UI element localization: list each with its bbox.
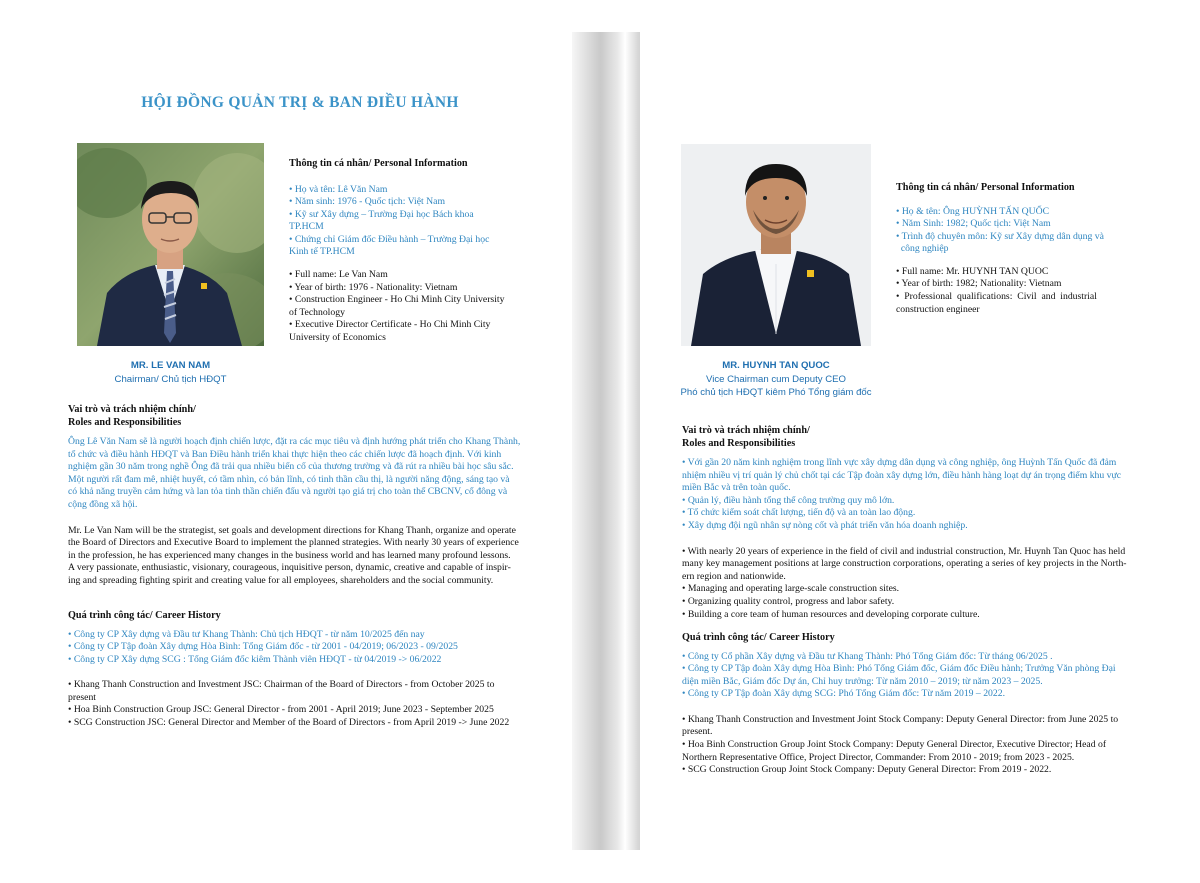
info-line: • Year of birth: 1982; Nationality: Vietnam — [896, 278, 1062, 290]
roles-line: • Với gần 20 năm kinh nghiệm trong lĩnh vực xây dựng dân dụng và công nghiệp, ông Huỳnh Tấn Quốc đã đảm — [682, 457, 1117, 468]
roles-line: in the profession, he has experienced many changes in the business world and has learned many profound lessons. — [68, 549, 511, 561]
roles-en — [68, 525, 578, 588]
career-line: • Công ty CP Xây dựng SCG : Tổng Giám đốc kiêm Thành viên HĐQT - từ 04/2019 -> 06/2022 — [68, 653, 442, 665]
roles-line: tổ chức và điều hành HĐQT và Ban Điều hành triển khai thực hiện theo các chiến lược đã hoạch định. Với kinh — [68, 448, 502, 460]
roles-line: Mr. Le Van Nam will be the strategist, set goals and development directions for Khang Thanh, organize and operate — [68, 524, 516, 536]
info-line: construction engineer — [896, 303, 980, 315]
roles-line: • Quản lý, điều hành tổng thể công trường quy mô lớn. — [682, 494, 895, 506]
career-vi — [68, 629, 578, 667]
roles-line: ing and spreading fighting spirit and creating value for all employees, shareholders and the social community. — [68, 574, 494, 586]
roles-title — [682, 425, 1194, 450]
career-line: • SCG Construction Group Joint Stock Company: Deputy General Director: From 2019 - 2022. — [682, 764, 1052, 776]
info-line: • Họ và tên: Lê Văn Nam — [289, 183, 388, 195]
roles-line: ern region and nationwide. — [682, 570, 786, 582]
roles-line: A very passionate, enthusiastic, visionary, courageous, inquisitive person, dynamic, creative and capable of inspir- — [68, 562, 511, 574]
career-line: • Công ty CP Xây dựng và Đầu tư Khang Thành: Chủ tịch HĐQT - từ năm 10/2025 đến nay — [68, 628, 425, 640]
career-line: • Khang Thanh Construction and Investment Joint Stock Company: Deputy General Director: from June 2025 to — [682, 713, 1119, 725]
portrait-le-van-nam — [77, 143, 264, 346]
career-en — [68, 679, 578, 729]
info-line: Kinh tế TP.HCM — [289, 246, 355, 258]
right-page — [640, 0, 1200, 883]
info-line: of Technology — [289, 306, 345, 318]
roles-line: Ông Lê Văn Nam sẽ là người hoạch định chiến lược, đặt ra các mục tiêu và định hướng phát triển cho Khang Thành, — [68, 436, 521, 447]
personal-info-title: Thông tin cá nhân/ Personal Information — [289, 158, 468, 169]
person-name: MR. LE VAN NAM — [130, 360, 211, 371]
roles-line: có khả năng truyền cảm hứng và lan tỏa tinh thần chiến đấu và người tạo giá trị cho toàn thể CBCNV, cổ đông và — [68, 486, 508, 498]
roles-line: nghiệm gần 30 năm trong nghề Ông đã trải qua nhiều biến cố của thương trường và đã rút ra nhiều bài học sâu sắc. — [68, 461, 514, 473]
roles-title-en: Roles and Responsibilities — [68, 416, 182, 428]
info-line: • Construction Engineer - Ho Chi Minh City University — [289, 294, 505, 306]
roles-block — [68, 404, 578, 588]
personal-info-vi — [896, 206, 1178, 256]
person-title-vi: Phó chủ tịch HĐQT kiêm Phó Tổng giám đốc — [680, 387, 872, 398]
roles-title — [68, 404, 578, 429]
roles-line: • With nearly 20 years of experience in the field of civil and industrial construction, Mr. Huynh Tan Quoc has held — [682, 545, 1126, 557]
career-line: • Công ty CP Tập đoàn Xây dựng Hòa Bình: Tổng Giám đốc - từ 2001 - 04/2019; 06/2023 - 09/2025 — [68, 641, 458, 653]
roles-block — [682, 425, 1194, 621]
info-line: • Năm sinh: 1976 - Quốc tịch: Việt Nam — [289, 196, 445, 208]
info-line: • Chứng chỉ Giám đốc Điều hành – Trường Đại học — [289, 233, 490, 245]
info-line: • Năm Sinh: 1982; Quốc tịch: Việt Nam — [896, 218, 1051, 230]
career-block — [68, 610, 578, 730]
roles-line: many key management positions at large construction corporations, operating a series of key projects in the North- — [682, 558, 1127, 570]
info-line: • Full name: Mr. HUYNH TAN QUOC — [896, 265, 1049, 277]
info-line: • Year of birth: 1976 - Nationality: Vietnam — [289, 281, 458, 293]
career-en — [682, 714, 1194, 777]
caption-huynh-tan-quoc — [676, 359, 876, 400]
info-line: University of Economics — [289, 332, 386, 344]
info-line: công nghiệp — [896, 243, 949, 255]
career-line: • Công ty CP Tập đoàn Xây dựng SCG: Phó Tổng Giám đốc: Từ năm 2019 – 2022. — [682, 688, 1005, 700]
left-page — [0, 0, 590, 883]
roles-title-vi: Vai trò và trách nhiệm chính/ — [682, 425, 810, 436]
roles-line: • Building a core team of human resources and developing corporate culture. — [682, 608, 980, 620]
career-line: Northern Representative Office, Project Director, Commander: From 2010 - 2019; from 2023 - 2025. — [682, 751, 1075, 763]
personal-info-vi — [289, 184, 564, 260]
career-title: Quá trình công tác/ Career History — [682, 632, 835, 643]
info-line: • Professional qualifications: Civil and industrial — [896, 291, 1097, 303]
info-line: • Trình độ chuyên môn: Kỹ sư Xây dựng dân dụng và — [896, 230, 1104, 242]
career-line: • Công ty Cổ phần Xây dựng và Đầu tư Khang Thành: Phó Tổng Giám đốc: Từ tháng 06/2025 . — [682, 650, 1053, 662]
personal-info-en — [289, 269, 564, 345]
roles-line: cộng đồng xã hội. — [68, 498, 138, 510]
personal-info-title: Thông tin cá nhân/ Personal Information — [896, 182, 1075, 193]
career-line: present. — [682, 726, 713, 738]
career-block — [682, 632, 1194, 777]
roles-line: • Managing and operating large-scale construction sites. — [682, 583, 900, 595]
roles-line: • Organizing quality control, progress and labor safety. — [682, 595, 895, 607]
info-line: • Full name: Le Van Nam — [289, 269, 388, 281]
career-line: • Công ty CP Tập đoàn Xây dựng Hòa Bình: Phó Tổng Giám đốc, Giám đốc Điều hành; Trưởng Văn phòng Đại — [682, 663, 1116, 675]
personal-info-block — [289, 158, 564, 345]
roles-line: miền Bắc và trên toàn quốc. — [682, 482, 791, 494]
career-line: • Khang Thanh Construction and Investment JSC: Chairman of the Board of Directors - from October 2025 to — [68, 679, 495, 691]
roles-vi — [682, 457, 1194, 533]
roles-en — [682, 546, 1194, 622]
roles-line: the Board of Directors and Executive Board to implement the planned strategies. With nearly 30 years of experience — [68, 537, 519, 549]
info-line: • Họ & tên: Ông HUỲNH TẤN QUỐC — [896, 205, 1050, 217]
career-line: diện miền Bắc, Giám đốc Dự án, Chỉ huy trưởng: Từ năm 2010 – 2019; từ năm 2023 – 2025. — [682, 675, 1043, 687]
career-line: • SCG Construction JSC: General Director and Member of the Board of Directors - from April 2019 -> June 2022 — [68, 717, 510, 729]
roles-line: • Tổ chức kiểm soát chất lượng, tiến độ và an toàn lao động. — [682, 507, 916, 519]
person-title: Chairman/ Chủ tịch HĐQT — [114, 373, 227, 385]
info-line: • Executive Director Certificate - Ho Chi Minh City — [289, 319, 491, 331]
personal-info-block — [896, 182, 1178, 316]
roles-line: • Xây dựng đội ngũ nhân sự nòng cốt và phát triển văn hóa doanh nghiệp. — [682, 519, 968, 531]
page-heading: HỘI ĐỒNG QUẢN TRỊ & BAN ĐIỀU HÀNH — [141, 94, 459, 111]
career-title: Quá trình công tác/ Career History — [68, 610, 221, 621]
roles-title-en: Roles and Responsibilities — [682, 437, 796, 449]
portrait-huynh-tan-quoc — [681, 144, 871, 346]
person-name: MR. HUYNH TAN QUOC — [722, 360, 830, 371]
roles-vi — [68, 436, 578, 512]
roles-title-vi: Vai trò và trách nhiệm chính/ — [68, 404, 196, 415]
career-line: • Hoa Binh Construction Group Joint Stock Company: Deputy General Director, Executive Director; Head of — [682, 739, 1107, 751]
person-title-en: Vice Chairman cum Deputy CEO — [705, 373, 847, 385]
career-line: • Hoa Binh Construction Group JSC: General Director - from 2001 - April 2019; June 2023 - September 2025 — [68, 704, 494, 716]
roles-line: Một người rất đam mê, nhiệt huyết, có tầm nhìn, có bản lĩnh, có tinh thần cầu thị, là người năng động, sáng tạo và — [68, 473, 510, 485]
info-line: TP.HCM — [289, 221, 324, 233]
career-vi — [682, 651, 1194, 701]
career-line: present — [68, 691, 96, 703]
info-line: • Kỹ sư Xây dựng – Trường Đại học Bách khoa — [289, 208, 474, 220]
caption-le-van-nam — [77, 359, 264, 386]
personal-info-en — [896, 266, 1178, 316]
roles-line: nhiệm nhiều vị trí quản lý chủ chốt tại các Tập đoàn xây dựng lớn, điều hành hàng loạt dự án trọng điểm khu vực — [682, 469, 1122, 481]
